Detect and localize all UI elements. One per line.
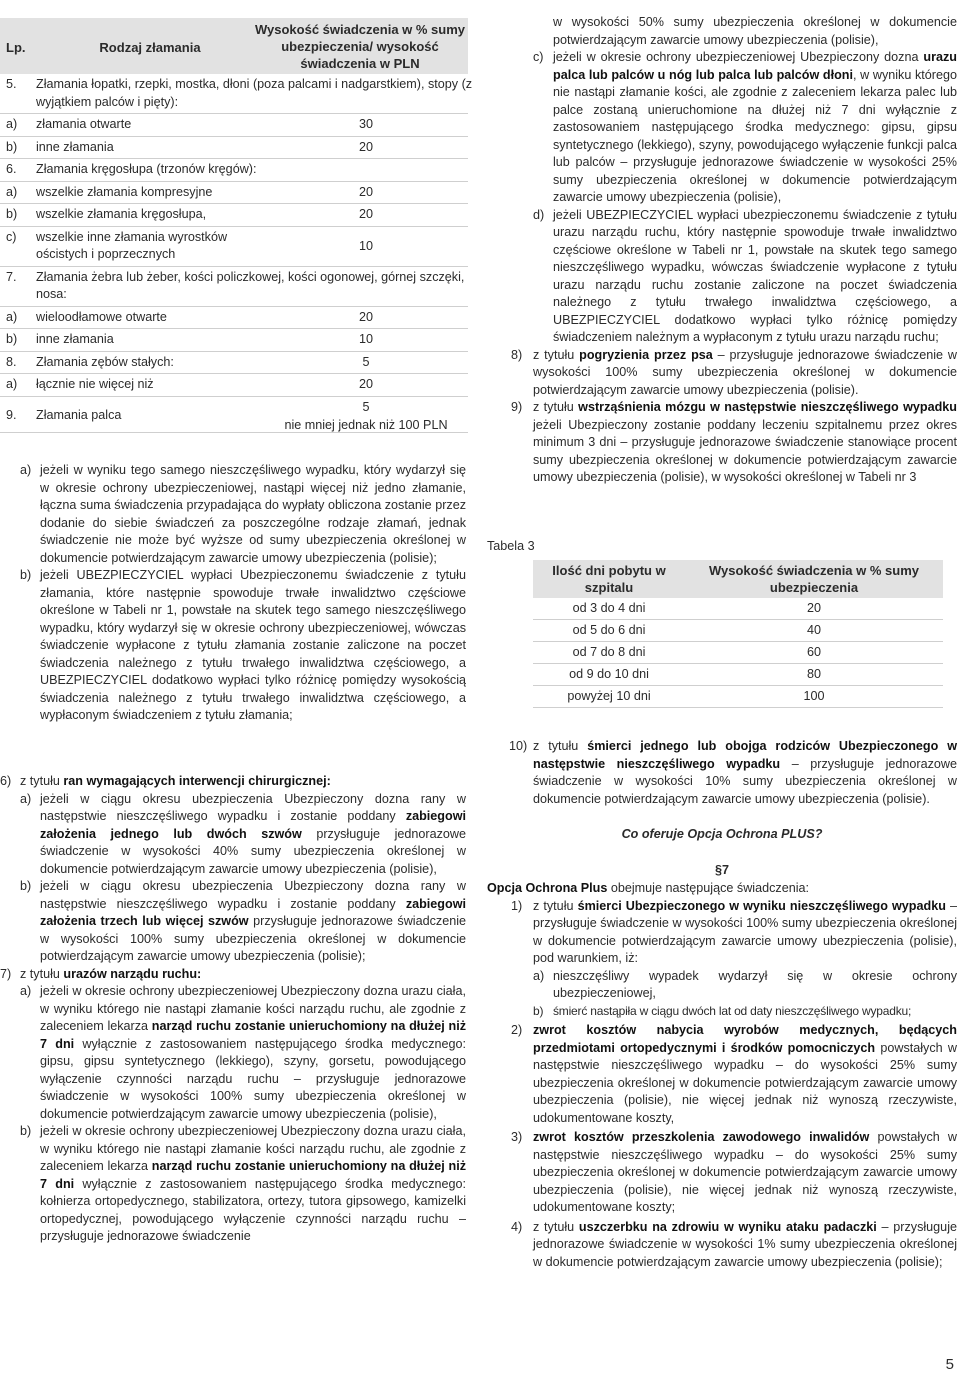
- left-text-block: [20, 462, 466, 725]
- percent-cell: 100: [803, 689, 825, 703]
- list-item: b) jeżeli w ciągu okresu ubezpieczenia Ubezpieczony dozna rany w następstwie nieszczęśliwego wypadku i zostanie poddany zabiegowi założenia trzech lub więcej szwów przysługuje jednorazowe świadczenie w wysokości 100% sumy ubezpieczenia określonej w dokumencie potwierdzającym zawarcie umowy ubezpieczenia (polisie);: [20, 879, 467, 963]
- table-row: [0, 227, 468, 267]
- row-label: a): [6, 309, 18, 324]
- continuation-text: w wysokości 50% sumy ubezpieczenia określonej w dokumencie potwierdzającym zawarcie umowy ubezpieczenia (polisie),: [553, 15, 957, 47]
- table-row: [533, 686, 943, 708]
- list-item: 2) zwrot kosztów nabycia wyrobów medycznych, będących przedmiotami ortopedycznymi i środków pomocniczych powstałych w następstwie nieszczęśliwego wypadku – do wysokości 25% sumy ubezpieczenia określonej w dokumencie potwierdzającym zawarcie umowy ubezpieczenia (polisie), nie więcej jednak niż wynoszą rzeczywiste, udokumentowane koszty,: [511, 1023, 957, 1125]
- table-row: [0, 159, 468, 182]
- row-text: łącznie nie więcej niż: [36, 377, 154, 391]
- list-item: a) jeżeli w okresie ochrony ubezpieczeniowej Ubezpieczony dozna urazu ciała, w wyniku którego nie nastąpi złamanie kości narządu ruchu, ale zgodnie z zaleceniem lekarza narząd ruchu zostanie unieruchomiony na dłużej niż 7 dni wyłącznie z zastosowaniem następującego środka medycznego: gipsu, gipsu syntetycznego (lekkiego), szyny, gorsetu, powodującego wyłączenie czynności narządu ruchu – przysługuje jednorazowe świadczenie w wysokości 100% sumy ubezpieczenia określonej w dokumencie potwierdzającym zawarcie umowy ubezpieczenia (polisie),: [20, 984, 467, 1121]
- row-label: 8.: [6, 354, 17, 369]
- percent-cell: 60: [806, 645, 821, 659]
- section-question: Co oferuje Opcja Ochrona PLUS?: [621, 827, 823, 841]
- list-item: 7) z tytułu urazów narządu ruchu:: [0, 966, 202, 981]
- list-item: d) jeżeli UBEZPIECZYCIEL wypłaci ubezpieczonemu świadczenie z tytułu urazu narządu ruchu, który następnie spowoduje trwałe inwalidztwo częściowe określone w Tabeli nr 1, powstałe na skutek tego samego nieszczęśliwego wypadku, wówczas świadczenie wypłacone z tytułu urazu narządu ruchu zostanie zaliczone na poczet świadczenia należnego z tytułu trwałego inwalidztwa częściowego, a UBEZPIECZYCIEL dodatkowo wypłaci tylko różnicę pomiędzy świadczeniem należnym a wypłaconym z tytułu urazu narządu ruchu;: [533, 207, 957, 344]
- right-text-block-3: [487, 880, 957, 1271]
- row-label: 5.: [6, 77, 17, 91]
- list-item: 1) z tytułu śmierci Ubezpieczonego w wyniku nieszczęśliwego wypadku – przysługuje świadczenie w wysokości 100% sumy ubezpieczenia określonej w dokumencie potwierdzającym zawarcie umowy ubezpieczenia (polisie), pod warunkiem, iż:: [511, 898, 957, 965]
- fracture-table: [0, 18, 473, 433]
- header-days: Ilość dni pobytu w szpitalu: [552, 563, 666, 595]
- right-text-block: [487, 14, 957, 487]
- section-number: §7: [714, 863, 729, 877]
- days-cell: od 9 do 10 dni: [569, 667, 649, 681]
- percent-cell: 40: [806, 623, 821, 637]
- row-text: Złamania zębów stałych:: [36, 354, 174, 369]
- list-item: 9) z tytułu wstrząśnienia mózgu w następstwie nieszczęśliwego wypadku jeżeli Ubezpieczony zostanie poddany leczeniu szpitalnemu przez okres minimum 3 dni – przysługuje jednorazowe świadczenie stanowiące procent sumy ubezpieczenia określonej w dokumencie potwierdzającym zawarcie umowy ubezpieczenia (polisie), w wysokości określonej w Tabeli nr 3: [511, 400, 957, 484]
- row-text: wieloodłamowe otwarte: [36, 309, 167, 324]
- row-label: 7.: [6, 269, 17, 284]
- list-item: a) jeżeli w ciągu okresu ubezpieczenia Ubezpieczony dozna rany w następstwie nieszczęśliwego wypadku i zostanie poddany zabiegowi założenia jednego lub dwóch szwów przysługuje jednorazowe świadczenie w wysokości 40% sumy ubezpieczenia określonej w dokumencie potwierdzającym zawarcie umowy ubezpieczenia (polisie),: [20, 791, 466, 876]
- row-text: wszelkie inne złamania wyrostków ościstych i poprzecznych: [36, 229, 228, 261]
- row-text: złamania otwarte: [36, 117, 132, 131]
- row-value-min: nie mniej jednak niż 100 PLN: [284, 417, 448, 432]
- table-row: [0, 352, 468, 375]
- row-value: 20: [358, 184, 373, 199]
- hospital-table-body: [533, 598, 943, 708]
- table-row: [0, 114, 468, 137]
- row-text: Złamania palca: [36, 407, 122, 422]
- row-text: Złamania kręgosłupa (trzonów kręgów):: [36, 162, 257, 176]
- row-value: 20: [358, 309, 373, 324]
- row-text: Złamania żebra lub żeber, kości policzkowej, kości ogonowej, górnej szczęki, nosa:: [36, 269, 465, 301]
- percent-cell: 20: [806, 601, 821, 615]
- fracture-table-body: [0, 74, 473, 433]
- list-item: 3) zwrot kosztów przeszkolenia zawodowego inwalidów powstałych w następstwie nieszczęśliwego wypadku – do wysokości 25% sumy ubezpieczenia określonej w dokumencie potwierdzającym zawarcie umowy ubezpieczenia (polisie), nie więcej jednak niż wynoszą rzeczywiste, udokumentowane koszty;: [511, 1130, 957, 1214]
- row-label: 9.: [6, 407, 17, 422]
- row-label: a): [6, 184, 18, 199]
- intro-line: Opcja Ochrona Plus obejmuje następujące świadczenia:: [487, 881, 809, 895]
- table-row: [0, 267, 468, 307]
- row-text: inne złamania: [36, 332, 114, 346]
- page-number: 5: [945, 1355, 954, 1373]
- header-type: Rodzaj złamania: [99, 40, 201, 55]
- table-row: [0, 137, 468, 160]
- table-row: [0, 307, 468, 330]
- hospital-table: [533, 560, 943, 708]
- fracture-table-header: [0, 18, 468, 74]
- table-row: [533, 664, 943, 686]
- header-amount: Wysokość świadczenia w % sumy ubezpieczenia/ wysokość świadczenia w PLN: [255, 22, 466, 71]
- list-item: 8) z tytułu pogryzienia przez psa – przysługuje jednorazowe świadczenie w wysokości 100% sumy ubezpieczenia określonej w dokumencie potwierdzającym zawarcie umowy ubezpieczenia (polisie).: [511, 347, 957, 397]
- days-cell: od 3 do 4 dni: [572, 601, 646, 615]
- list-item: b) jeżeli UBEZPIECZYCIEL wypłaci Ubezpieczonemu świadczenie z tytułu złamania, które następnie spowoduje trwałe inwalidztwo częściowe określone w Tabeli nr 1, powstałe na skutek tego samego nieszczęśliwego wypadku, który wydarzył się w okresie ochrony ubezpieczeniowej, wówczas świadczenie wypłacone z tytułu złamania zostanie zaliczone na poczet świadczenia należnego z tytułu trwałego inwalidztwa częściowego, a UBEZPIECZYCIEL dodatkowo wypłaci tylko różnicę pomiędzy wysokością świadczenia należnego z tytułu trwałego inwalidztwa częściowego, a wypłaconym świadczeniem z tytułu złamania;: [20, 568, 466, 722]
- row-label: 6.: [6, 162, 17, 176]
- table-row: [533, 620, 943, 642]
- row-label: b): [6, 139, 18, 154]
- hospital-table-header: [533, 560, 943, 598]
- row-text: inne złamania: [36, 139, 114, 154]
- list-item: b) jeżeli w okresie ochrony ubezpieczeniowej Ubezpieczony dozna urazu ciała, w wyniku którego nie nastąpi złamanie kości narządu ruchu, ale zgodnie z zaleceniem lekarza narząd ruchu zostanie unieruchomiony na dłużej niż 7 dni wyłącznie z zastosowaniem następującego środka medycznego: kołnierza ortopedycznego, stabilizatora, ortezy, tutora gipsowego, kamizelki ortopedycznej, powodującego wyłączenie czynności narządu ruchu – przysługuje jednorazowe świadczenie: [20, 1124, 467, 1243]
- list-item: a) jeżeli w wyniku tego samego nieszczęśliwego wypadku, który wydarzył się w okresie ochrony ubezpieczeniowej, nastąpi więcej niż jedno złamanie, łączna suma świadczenia przypadająca do wypłaty obliczona zostanie przez dodanie do siebie świadczeń za poszczególne rodzaje złamań, jednak świadczenie nie może być wyższe od sumy ubezpieczenia określonej w dokumencie potwierdzającym zawarcie umowy ubezpieczenia (polisie);: [20, 463, 466, 565]
- table-row: [0, 182, 468, 205]
- table-row: [0, 374, 468, 397]
- row-text: wszelkie złamania kompresyjne: [36, 184, 213, 199]
- list-item: 4) z tytułu uszczerbku na zdrowiu w wyniku ataku padaczki – przysługuje jednorazowe świadczenie w wysokości 1% sumy ubezpieczenia określonej w dokumencie potwierdzającym zawarcie umowy ubezpieczenia (polisie);: [511, 1219, 957, 1269]
- table-row: [533, 598, 943, 620]
- days-cell: od 7 do 8 dni: [572, 645, 646, 659]
- table-row: [0, 74, 473, 114]
- days-cell: powyżej 10 dni: [567, 689, 651, 703]
- row-value: 5: [362, 399, 370, 414]
- list-item: c) jeżeli w okresie ochrony ubezpieczeniowej Ubezpieczony dozna urazu palca lub palców u nóg lub palca lub palców dłoni, w wyniku którego nie nastąpi złamanie kości, ale zgodnie z zaleceniem lekarza palec lub palce zostaną unieruchomione na dłużej niż 7 dni wyłącznie z zastosowaniem następującego środka medycznego: gipsu, gipsu syntetycznego (lekkiego), szyny, powodującego wyłączenie funkcji palca lub palców – przysługuje jednorazowe świadczenie w wysokości 25% sumy ubezpieczenia określonej w dokumencie potwierdzającym zawarcie umowy ubezpieczenia (polisie),: [533, 50, 957, 204]
- row-value: 20: [358, 377, 373, 391]
- list-item: a) nieszczęśliwy wypadek wydarzył się w okresie ochrony ubezpieczeniowej,: [533, 968, 957, 1000]
- header-lp: Lp.: [6, 40, 26, 55]
- row-label: b): [6, 332, 18, 346]
- row-text: Złamania łopatki, rzepki, mostka, dłoni (poza palcami i nadgarstkiem), stopy (z wyjątkiem palców i pięty):: [36, 77, 473, 109]
- table-row: [0, 397, 468, 434]
- table-row: [0, 329, 468, 352]
- row-text: wszelkie złamania kręgosłupa,: [36, 207, 207, 221]
- table-row: [533, 642, 943, 664]
- row-label: c): [6, 229, 17, 244]
- row-value: 20: [358, 207, 373, 221]
- list-item: 10) z tytułu śmierci jednego lub obojga rodziców Ubezpieczonego w następstwie nieszczęśliwego wypadku – przysługuje jednorazowe świadczenie w wysokości 10% sumy ubezpieczenia określonej w dokumencie potwierdzającym zawarcie umowy ubezpieczenia (polisie).: [509, 739, 957, 806]
- row-value: 10: [358, 238, 373, 253]
- row-value: 10: [358, 332, 373, 346]
- table-row: [0, 204, 468, 227]
- list-item: 6) z tytułu ran wymagających interwencji chirurgicznej:: [0, 774, 331, 788]
- list-item: b) śmierć nastąpiła w ciągu dwóch lat od daty nieszczęśliwego wypadku;: [533, 1003, 912, 1018]
- row-value: 5: [362, 354, 370, 369]
- right-text-block-2: [509, 738, 957, 808]
- percent-cell: 80: [806, 667, 821, 681]
- row-value: 30: [358, 117, 373, 131]
- table3-caption: Tabela 3: [487, 539, 535, 553]
- row-label: a): [6, 377, 18, 391]
- row-label: b): [6, 207, 18, 221]
- days-cell: od 5 do 6 dni: [572, 623, 646, 637]
- row-value: 20: [358, 139, 373, 154]
- header-percent: Wysokość świadczenia w % sumy ubezpieczenia: [708, 563, 919, 595]
- row-label: a): [6, 117, 18, 131]
- left-text-block-2: [0, 773, 466, 1246]
